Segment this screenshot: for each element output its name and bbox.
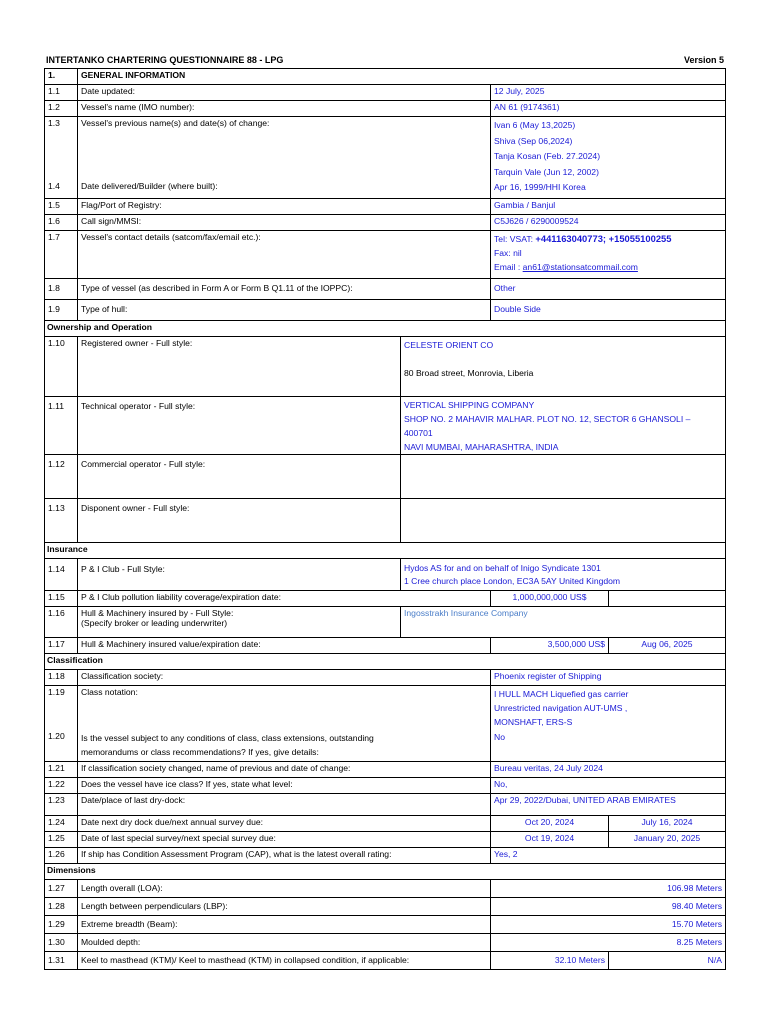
ktm-value: 32.10 Meters	[554, 955, 605, 965]
row-1-22	[45, 778, 725, 794]
row-label-cont: memorandums or class recommendations? If yes, give details:	[81, 747, 319, 757]
row-label: Flag/Port of Registry:	[81, 200, 162, 210]
row-number: 1.9	[45, 300, 78, 320]
row-number: 1.6	[45, 215, 78, 230]
row-1-26	[45, 848, 725, 864]
row-label: Length overall (LOA):	[81, 883, 163, 893]
row-number: 1.13	[45, 499, 78, 542]
hull-type-value: Double Side	[494, 304, 541, 314]
row-label: Disponent owner - Full style:	[81, 503, 190, 513]
row-number: 1.25	[45, 832, 78, 847]
section-classification	[45, 654, 725, 670]
pi-club-line-2: 1 Cree church place London, EC3A 5AY United Kingdom	[404, 576, 621, 586]
previous-name-1: Ivan 6 (May 13,2025)	[494, 120, 576, 130]
row-number: 1.12	[45, 455, 78, 498]
row-label: Date updated:	[81, 86, 135, 96]
row-label: Length between perpendiculars (LBP):	[81, 901, 228, 911]
row-1-16	[45, 607, 725, 638]
ice-class-value: No,	[494, 779, 508, 789]
row-1-19	[45, 686, 725, 762]
row-label: Keel to masthead (KTM)/ Keel to masthead (KTM) in collapsed condition, if applicable:	[81, 955, 410, 965]
row-1-11	[45, 397, 725, 455]
document-title: INTERTANKO CHARTERING QUESTIONNAIRE 88 - LPG	[46, 55, 284, 65]
pi-club-value	[401, 559, 725, 590]
row-label: Hull & Machinery insured value/expiration date:	[81, 639, 261, 649]
row-number: 1.30	[45, 934, 78, 951]
previous-name-4: Tarquin Vale (Jun 12, 2002)	[494, 166, 599, 177]
delivered-builder-value: Apr 16, 1999/HHI Korea	[494, 182, 586, 192]
row-label: Technical operator - Full style:	[81, 401, 196, 411]
row-1-28	[45, 898, 725, 916]
section-general-information	[45, 69, 725, 85]
row-1-24	[45, 816, 725, 832]
row-number: 1.2	[45, 101, 78, 116]
row-1-2	[45, 101, 725, 117]
fax-value: Fax: nil	[494, 248, 522, 258]
row-1-12	[45, 455, 725, 499]
row-number: 1.11	[45, 397, 78, 454]
row-number: 1.5	[45, 199, 78, 214]
row-label: Registered owner - Full style:	[81, 338, 193, 348]
row-number: 1.15	[45, 591, 78, 606]
row-number: 1.18	[45, 670, 78, 685]
row-number: 1.14	[45, 559, 78, 590]
owner-address: 80 Broad street, Monrovia, Liberia	[404, 367, 534, 378]
row-1-6	[45, 215, 725, 231]
row-1-1	[45, 85, 725, 101]
row-label: Vessel's contact details (satcom/fax/email etc.):	[81, 232, 261, 242]
registered-owner-value	[401, 337, 725, 396]
row-number: 1.23	[45, 794, 78, 815]
class-conditions-value: No	[494, 732, 505, 742]
ktm-collapsed-value: N/A	[707, 955, 722, 965]
pi-club-line-1: Hydos AS for and on behalf of Inigo Syndicate 1301	[404, 563, 601, 573]
row-number: 1.3	[48, 118, 60, 128]
class-notation-value	[491, 686, 725, 761]
row-label: P & I Club - Full Style:	[81, 564, 165, 574]
row-label: If ship has Condition Assessment Program (CAP), what is the latest overall rating:	[81, 849, 392, 859]
row-number: 1.21	[45, 762, 78, 777]
hm-value: 3,500,000 US$	[547, 639, 605, 649]
document-header	[44, 52, 726, 68]
beam-value: 15.70 Meters	[671, 919, 722, 929]
row-label: Type of hull:	[81, 304, 128, 314]
row-1-14	[45, 559, 725, 591]
section-title: GENERAL INFORMATION	[81, 70, 186, 80]
row-number: 1.10	[45, 337, 78, 396]
row-1-3	[45, 117, 725, 199]
row-label: Extreme breadth (Beam):	[81, 919, 178, 929]
row-label-note: (Specify broker or leading underwriter)	[81, 618, 228, 628]
row-1-10	[45, 337, 725, 397]
previous-name-2: Shiva (Sep 06,2024)	[494, 135, 573, 146]
row-label: Classification society:	[81, 671, 164, 681]
row-number: 1.16	[45, 607, 78, 637]
row-1-23	[45, 794, 725, 816]
row-1-18	[45, 670, 725, 686]
operator-line-4: NAVI MUMBAI, MAHARASHTRA, INDIA	[404, 442, 559, 452]
document-version: Version 5	[683, 55, 724, 65]
questionnaire-table	[44, 68, 726, 970]
previous-names-value	[491, 117, 725, 198]
previous-name-3: Tanja Kosan (Feb. 27.2024)	[494, 151, 601, 161]
operator-line-2: SHOP NO. 2 MAHAVIR MALHAR. PLOT NO. 12, SECTOR 6 GHANSOLI –	[404, 414, 691, 424]
tel-value: +441163040773; +15055100255	[535, 233, 672, 244]
row-number: 1.20	[48, 731, 65, 741]
owner-name: CELESTE ORIENT CO	[404, 340, 494, 350]
tel-prefix: Tel: VSAT:	[494, 234, 536, 244]
row-number: 1.24	[45, 816, 78, 831]
section-title: Insurance	[47, 544, 88, 554]
row-label: Date next dry dock due/next annual survey due:	[81, 817, 264, 827]
row-1-29	[45, 916, 725, 934]
row-label: If classification society changed, name of previous and date of change:	[81, 763, 351, 773]
email-prefix: Email :	[494, 262, 523, 272]
row-1-15	[45, 591, 725, 607]
row-1-17	[45, 638, 725, 654]
operator-line-1: VERTICAL SHIPPING COMPANY	[404, 400, 535, 410]
row-number: 1.27	[45, 880, 78, 897]
vessel-name-value: AN 61 (9174361)	[494, 102, 560, 112]
vessel-type-value: Other	[494, 283, 516, 293]
row-label: P & I Club pollution liability coverage/expiration date:	[81, 592, 282, 602]
loa-value: 106.98 Meters	[667, 883, 722, 893]
section-number: 1.	[45, 69, 78, 84]
next-annual-survey-value: July 16, 2024	[641, 817, 693, 827]
next-special-survey-value: January 20, 2025	[633, 833, 701, 843]
row-number: 1.31	[45, 952, 78, 969]
row-label: Date/place of last dry-dock:	[81, 795, 186, 805]
row-label: Vessel's name (IMO number):	[81, 102, 195, 112]
questionnaire-sheet	[44, 52, 726, 970]
row-label: Date delivered/Builder (where built):	[81, 181, 218, 191]
row-number: 1.19	[48, 687, 65, 697]
notation-line-1: I HULL MACH Liquefied gas carrier	[494, 689, 629, 699]
row-number: 1.7	[45, 231, 78, 278]
section-title: Classification	[47, 655, 103, 665]
last-special-survey-value: Oct 19, 2024	[524, 833, 575, 843]
last-drydock-value: Apr 29, 2022/Dubai, UNITED ARAB EMIRATES	[494, 795, 676, 805]
lbp-value: 98.40 Meters	[671, 901, 722, 911]
row-1-21	[45, 762, 725, 778]
row-1-27	[45, 880, 725, 898]
contact-details-value	[491, 231, 725, 278]
row-1-13	[45, 499, 725, 543]
class-society-value: Phoenix register of Shipping	[494, 671, 602, 681]
flag-value: Gambia / Banjul	[494, 200, 556, 210]
row-label: Date of last special survey/next special survey due:	[81, 833, 276, 843]
hm-insurer-value: Ingosstrakh Insurance Company	[404, 608, 528, 618]
email-link[interactable]: an61@stationsatcommail.com	[522, 262, 638, 272]
section-insurance	[45, 543, 725, 559]
row-label: Commercial operator - Full style:	[81, 459, 206, 469]
section-title: Dimensions	[47, 865, 96, 875]
row-1-30	[45, 934, 725, 952]
next-drydock-value: Oct 20, 2024	[524, 817, 575, 827]
row-1-5	[45, 199, 725, 215]
pi-coverage-value: 1,000,000,000 US$	[512, 592, 587, 602]
row-number: 1.1	[45, 85, 78, 100]
operator-line-3: 400701	[404, 428, 433, 438]
row-1-8	[45, 279, 725, 300]
row-number: 1.26	[45, 848, 78, 863]
row-label: Hull & Machinery insured by - Full Style:	[81, 608, 234, 618]
row-label: Is the vessel subject to any conditions of class, class extensions, outstanding	[81, 733, 374, 743]
moulded-depth-value: 8.25 Meters	[676, 937, 722, 947]
call-sign-value: C5J626 / 6290009524	[494, 216, 579, 226]
section-title: Ownership and Operation	[47, 322, 153, 332]
class-change-value: Bureau veritas, 24 July 2024	[494, 763, 603, 773]
section-dimensions	[45, 864, 725, 880]
row-number: 1.22	[45, 778, 78, 793]
section-ownership	[45, 321, 725, 337]
row-1-25	[45, 832, 725, 848]
row-label: Does the vessel have ice class? If yes, state what level:	[81, 779, 293, 789]
date-updated-value: 12 July, 2025	[494, 86, 545, 96]
row-label: Type of vessel (as described in Form A or Form B Q1.11 of the IOPPC):	[81, 283, 353, 293]
row-number: 1.28	[45, 898, 78, 915]
row-number: 1.8	[45, 279, 78, 299]
row-label: Class notation:	[81, 687, 138, 697]
hm-expiry: Aug 06, 2025	[641, 639, 693, 649]
row-number: 1.17	[45, 638, 78, 653]
row-1-31	[45, 952, 725, 970]
row-number: 1.4	[48, 181, 60, 191]
row-number: 1.29	[45, 916, 78, 933]
cap-rating-value: Yes, 2	[494, 849, 518, 859]
technical-operator-value	[401, 397, 725, 454]
row-label: Call sign/MMSI:	[81, 216, 142, 226]
row-label: Vessel's previous name(s) and date(s) of change:	[81, 118, 270, 128]
row-label: Moulded depth:	[81, 937, 141, 947]
notation-line-3: MONSHAFT, ERS-S	[494, 717, 573, 727]
row-1-9	[45, 300, 725, 321]
notation-line-2: Unrestricted navigation AUT-UMS ,	[494, 703, 628, 713]
row-1-7	[45, 231, 725, 279]
